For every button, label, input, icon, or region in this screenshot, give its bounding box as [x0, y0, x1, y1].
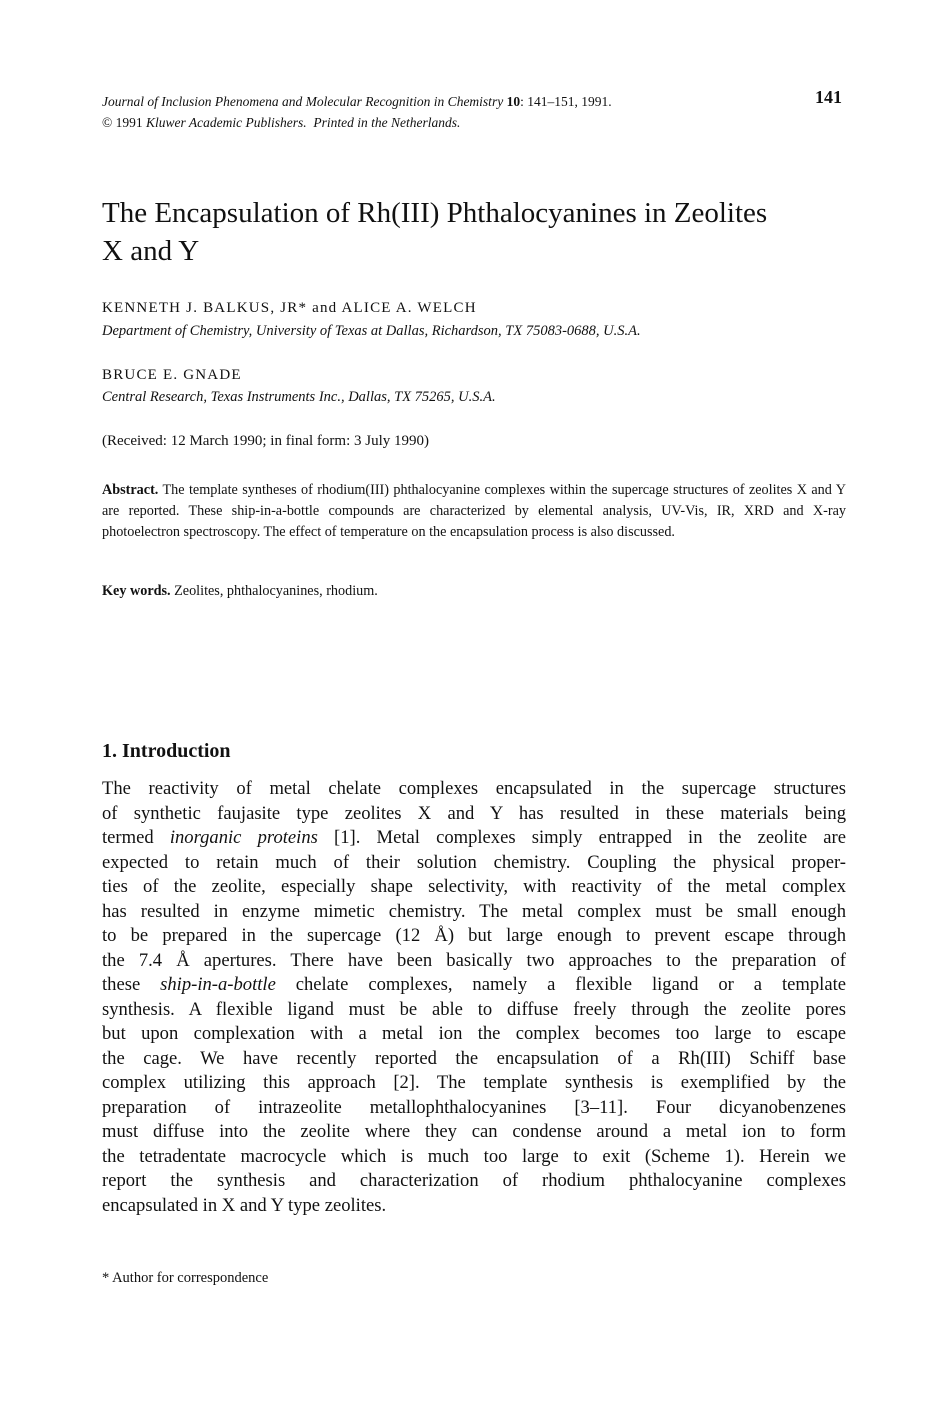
emphasis-ship-in-a-bottle: ship-in-a-bottle — [160, 974, 276, 995]
body-line: but upon complexation with a metal ion the complex becomes too large to escape — [102, 1023, 846, 1044]
body-line: has resulted in enzyme mimetic chemistry. The metal complex must be small enough — [102, 900, 846, 922]
body-line: ties of the zeolite, especially shape selectivity, with reactivity of the metal complex — [102, 876, 846, 897]
author-affiliation-1: Department of Chemistry, University of Texas at Dallas, Richardson, TX 75083-0688, U.S.A. — [102, 323, 641, 339]
title-line-1: The Encapsulation of Rh(III) Phthalocyanines in Zeolites — [102, 197, 768, 229]
keywords — [102, 583, 378, 600]
body-line: report the synthesis and characterization of rhodium phthalocyanine complexes — [102, 1170, 846, 1191]
copyright-symbol: © — [102, 115, 113, 130]
body-line: preparation of intrazeolite metallophthalocyanines [3–11]. Four dicyanobenzenes — [102, 1096, 846, 1118]
body-fragment: termed — [102, 827, 170, 848]
keywords-label: Key words. — [102, 583, 171, 599]
emphasis-inorganic-proteins: inorganic proteins — [169, 827, 318, 848]
body-line: synthesis. A flexible ligand must be able to diffuse freely through the zeolite pores — [102, 998, 846, 1020]
abstract-label: Abstract. — [102, 482, 159, 498]
body-line: to be prepared in the supercage (12 Å) but large enough to prevent escape through — [102, 925, 846, 946]
body-line: the tetradentate macrocycle which is much too large to exit (Scheme 1). Herein we — [102, 1145, 846, 1167]
body-line: complex utilizing this approach [2]. The template synthesis is exemplified by the — [102, 1072, 846, 1093]
journal-name: Journal of Inclusion Phenomena and Molecular Recognition in Chemistry — [102, 94, 504, 109]
journal-volume: 10 — [506, 94, 521, 109]
section-heading: 1. Introduction — [102, 740, 231, 762]
title-line-2: X and Y — [102, 235, 200, 267]
body-line — [102, 826, 846, 851]
journal-citation — [102, 91, 722, 112]
journal-header — [102, 91, 722, 133]
journal-pages: : 141–151, 1991. — [520, 94, 612, 109]
body-line: of synthetic faujasite type zeolites X and Y has resulted in these materials being — [102, 802, 846, 824]
abstract-text: The template syntheses of rhodium(III) phthalocyanine complexes within the supercage structures of zeolites X and Y are reported. These ship-in-a-bottle compounds are characterized by elemental analysis, UV-Vis, IR, XRD and X-ray photoelectron spectroscopy. The effect of temperature on the encapsulation process is also discussed. — [102, 482, 846, 540]
footnote: * Author for correspondence — [102, 1270, 269, 1286]
body-line: the 7.4 Å apertures. There have been basically two approaches to the preparation of — [102, 949, 846, 971]
body-line — [102, 973, 846, 998]
introduction-body — [102, 777, 846, 1218]
author-names-2: BRUCE E. GNADE — [102, 367, 242, 383]
author-affiliation-2: Central Research, Texas Instruments Inc., Dallas, TX 75265, U.S.A. — [102, 389, 496, 405]
body-fragment: [1]. Metal complexes simply entrapped in the zeolite are — [317, 827, 846, 848]
copyright-line — [102, 112, 722, 133]
body-fragment: these — [102, 974, 161, 995]
body-line: The reactivity of metal chelate complexes encapsulated in the supercage structures — [102, 778, 846, 799]
body-line: the cage. We have recently reported the encapsulation of a Rh(III) Schiff base — [102, 1047, 846, 1069]
publisher: Kluwer Academic Publishers. — [146, 115, 307, 130]
abstract — [102, 480, 846, 543]
body-fragment: chelate complexes, namely a flexible ligand or a template — [275, 974, 846, 995]
paper-title — [102, 194, 862, 270]
received-dates: (Received: 12 March 1990; in final form: 3 July 1990) — [102, 433, 430, 449]
keywords-text: Zeolites, phthalocyanines, rhodium. — [174, 583, 378, 599]
author-names-1: KENNETH J. BALKUS, JR* and ALICE A. WELCH — [102, 300, 477, 316]
printed-location: Printed in the Netherlands. — [313, 115, 461, 130]
page-number: 141 — [815, 87, 842, 107]
body-line: expected to retain much of their solution chemistry. Coupling the physical proper- — [102, 851, 846, 873]
body-line: encapsulated in X and Y type zeolites. — [102, 1194, 387, 1216]
body-line: must diffuse into the zeolite where they can condense around a metal ion to form — [102, 1121, 846, 1142]
copyright-year: 1991 — [115, 115, 143, 130]
